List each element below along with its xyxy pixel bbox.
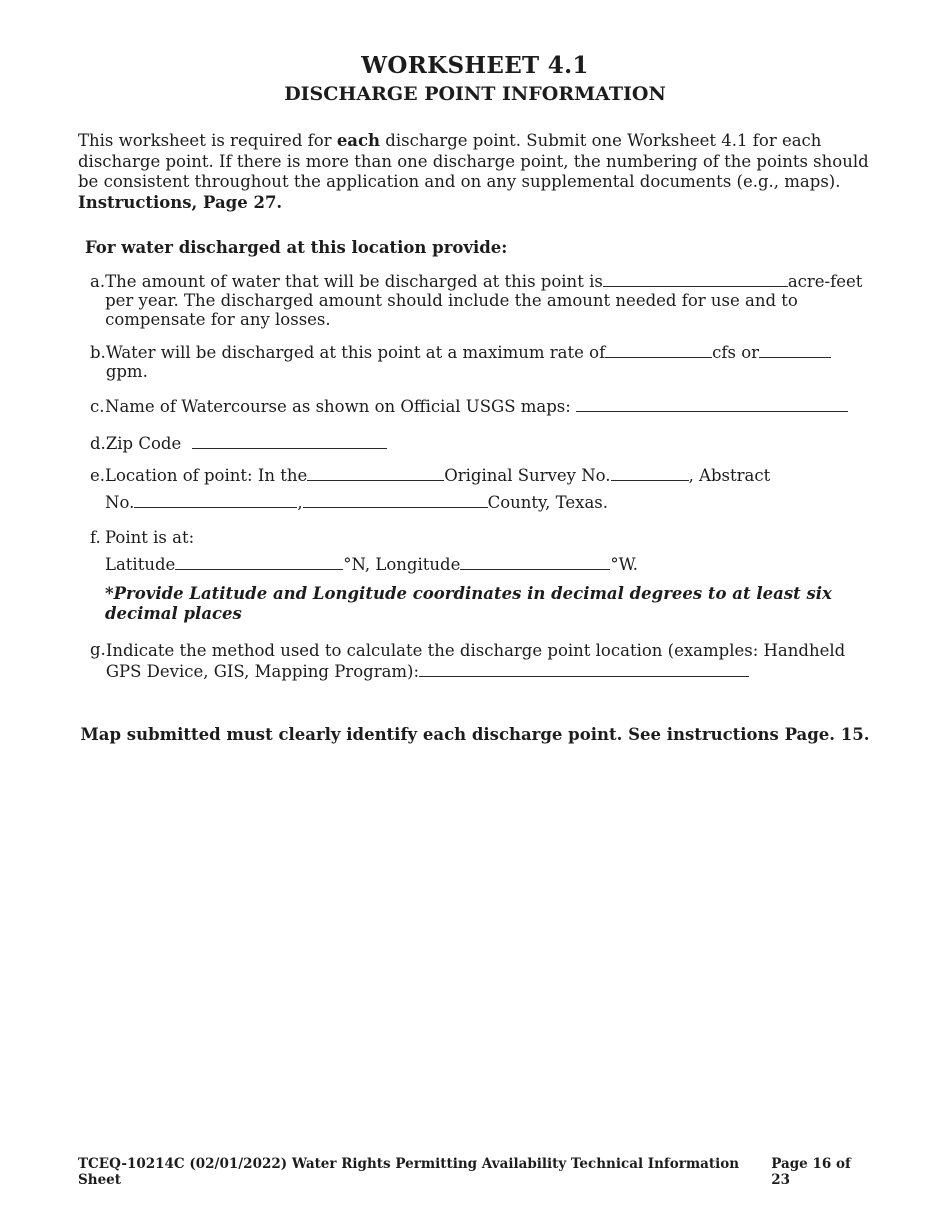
item-e-text-5: , [297, 493, 303, 513]
item-e-body [105, 466, 872, 513]
intro-text-2: discharge point. Submit one Worksheet 4.1 for each discharge point. If there is more than one discharge point, the numbering of the points should be consistent throughout the application and on any supplemental documents (e.g., maps). [78, 131, 869, 192]
item-f-text-2: Latitude [105, 555, 176, 575]
item-f-text-3: °N, Longitude [343, 555, 461, 575]
item-c [78, 397, 872, 416]
intro-bold-instructions: Instructions, Page 27. [78, 192, 283, 212]
item-a-text-1: The amount of water that will be discharged at this point is [105, 271, 603, 291]
survey-no-blank [611, 466, 689, 481]
item-b-text-1: Water will be discharged at this point at a maximum rate of [105, 342, 606, 362]
zip-code-blank [192, 434, 387, 449]
item-a-body [105, 272, 872, 330]
item-b [78, 343, 872, 382]
item-b-text-2: cfs or [712, 342, 760, 362]
item-f-text-4: °W. [610, 555, 638, 575]
item-f [78, 528, 872, 624]
footer-page-number: Page 16 of 23 [771, 1156, 851, 1188]
item-c-text-1: Name of Watercourse as shown on Official USGS maps: [105, 396, 577, 416]
item-e-text-3: , Abstract [688, 465, 771, 485]
item-b-body [106, 343, 872, 382]
coordinate-precision-note: *Provide Latitude and Longitude coordinates in decimal degrees to at least six decimal places [105, 583, 832, 623]
intro-text-1: This worksheet is required for [78, 131, 337, 150]
item-e-label: e. [90, 465, 106, 485]
item-g-body [106, 640, 872, 683]
item-b-text-3: gpm. [105, 362, 148, 382]
item-f-label: f. [90, 527, 101, 547]
cfs-blank [605, 343, 712, 358]
page-subtitle: DISCHARGE POINT INFORMATION [284, 83, 666, 105]
latitude-blank [175, 555, 343, 570]
item-c-body [105, 397, 872, 416]
item-f-line-1: Point is at: [105, 527, 195, 547]
item-d-body [106, 434, 872, 453]
item-d-label: d. [90, 434, 106, 454]
item-e-line-2 [105, 493, 872, 512]
item-d [78, 434, 872, 453]
item-f-body [105, 528, 872, 624]
method-blank [419, 662, 749, 677]
item-d-text-1: Zip Code [105, 434, 182, 454]
intro-paragraph [78, 131, 872, 214]
item-e-text-1: Location of point: In the [105, 465, 308, 485]
item-b-label: b. [90, 342, 106, 362]
item-g-text-1: Indicate the method used to calculate the discharge point location (examples: Handheld GPS Device, GIS, Mapping Program): [105, 640, 846, 682]
item-e [78, 466, 872, 513]
page-title: WORKSHEET 4.1 [361, 52, 589, 79]
intro-bold-each: each [336, 131, 381, 150]
footer-document-id: TCEQ-10214C (02/01/2022) Water Rights Permitting Availability Technical Information Sheet [78, 1156, 740, 1188]
item-a-label: a. [90, 271, 106, 291]
item-e-text-2: Original Survey No. [444, 465, 611, 485]
item-e-line-1 [105, 466, 872, 485]
abstract-no-blank [134, 493, 297, 508]
item-g [78, 640, 872, 683]
item-a-text-2: acre-feet per year. The discharged amount should include the amount needed for use and to compensate for any losses. [105, 271, 863, 330]
longitude-blank [460, 555, 610, 570]
item-f-line-2 [105, 555, 872, 574]
section-heading: For water discharged at this location provide: [85, 237, 508, 257]
county-blank [303, 493, 488, 508]
page-footer [78, 1156, 872, 1188]
item-e-text-4: No. [105, 493, 135, 513]
item-g-label: g. [90, 639, 106, 659]
map-note: Map submitted must clearly identify each discharge point. See instructions Page. 15. [80, 724, 870, 744]
watercourse-blank [576, 397, 848, 412]
item-c-label: c. [90, 396, 105, 416]
survey-name-blank [307, 466, 444, 481]
amount-blank [603, 272, 788, 287]
item-e-text-6: County, Texas. [487, 493, 609, 513]
gpm-blank [759, 343, 831, 358]
item-a [78, 272, 872, 330]
